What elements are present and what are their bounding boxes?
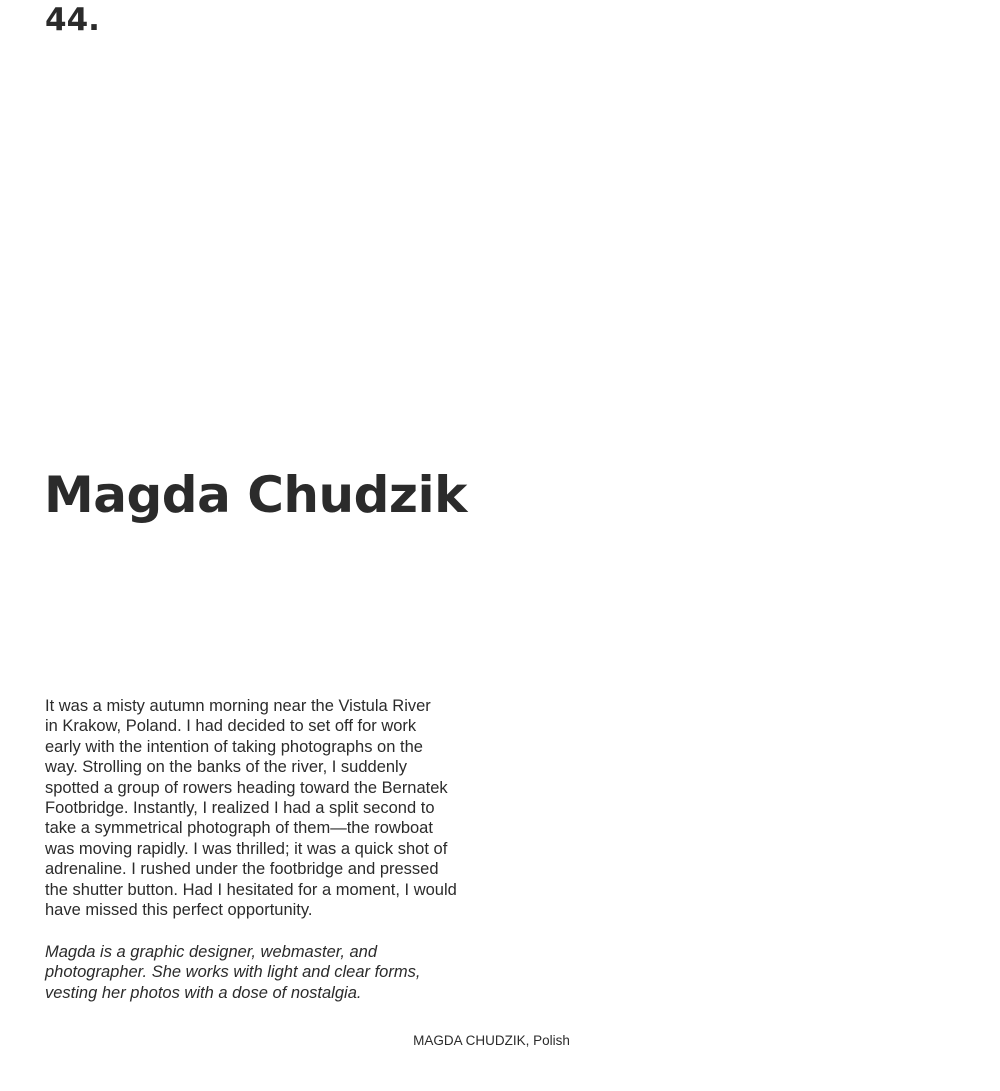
story-line: spotted a group of rowers heading toward the Bernatek	[45, 778, 448, 797]
bio-line: vesting her photos with a dose of nostalgia.	[45, 983, 362, 1002]
story-line: have missed this perfect opportunity.	[45, 901, 313, 920]
entry-number: 44.	[45, 2, 100, 38]
story-line: was moving rapidly. I was thrilled; it was a quick shot of	[45, 839, 448, 858]
story-line: way. Strolling on the banks of the river, I suddenly	[45, 758, 407, 777]
story-line: the shutter button. Had I hesitated for a moment, I would	[45, 880, 457, 899]
photo-credit: MAGDA CHUDZIK, Polish	[413, 1033, 570, 1048]
story-line: Footbridge. Instantly, I realized I had a split second to	[45, 799, 435, 818]
story-line: in Krakow, Poland. I had decided to set off for work	[45, 717, 417, 736]
bio-line: photographer. She works with light and clear forms,	[45, 963, 421, 982]
story-line: take a symmetrical photograph of them—the rowboat	[45, 819, 433, 838]
story-paragraph	[45, 696, 475, 920]
story-line: adrenaline. I rushed under the footbridge and pressed	[45, 860, 439, 879]
story-line: It was a misty autumn morning near the Vistula River	[45, 697, 431, 715]
bio-paragraph	[45, 942, 475, 1003]
story-line: early with the intention of taking photographs on the	[45, 737, 423, 756]
photographer-name-heading: Magda Chudzik	[44, 466, 467, 524]
bio-line: Magda is a graphic designer, webmaster, and	[45, 943, 378, 961]
